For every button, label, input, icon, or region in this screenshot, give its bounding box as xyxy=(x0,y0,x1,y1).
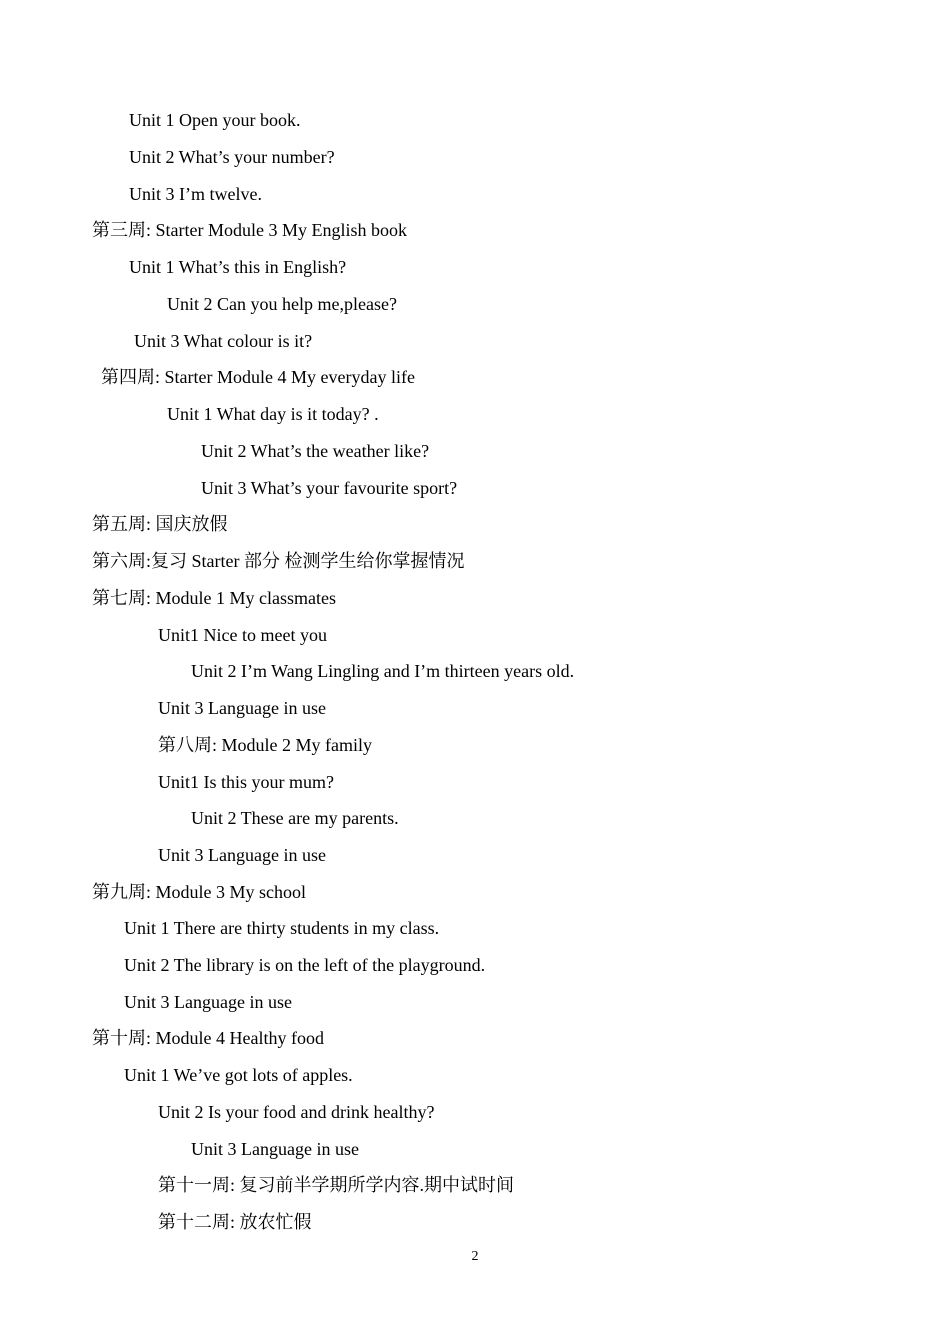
unit-line: Unit 1 What day is it today? . xyxy=(167,404,379,424)
week-heading: 第四周: Starter Module 4 My everyday life xyxy=(101,367,415,387)
unit-line: Unit 1 What’s this in English? xyxy=(129,257,347,277)
page-number: 2 xyxy=(471,1249,479,1264)
week-heading: 第七周: Module 1 My classmates xyxy=(92,588,336,608)
week-heading: 第九周: Module 3 My school xyxy=(92,882,306,902)
unit-line: Unit 3 Language in use xyxy=(191,1139,359,1159)
unit-line: Unit 1 We’ve got lots of apples. xyxy=(124,1065,353,1085)
unit-line: Unit 1 Open your book. xyxy=(129,110,301,130)
unit-line: Unit 2 These are my parents. xyxy=(191,808,399,828)
unit-line: Unit 2 Is your food and drink healthy? xyxy=(158,1102,435,1122)
unit-line: Unit 3 Language in use xyxy=(124,992,292,1012)
unit-line: Unit1 Nice to meet you xyxy=(158,625,327,645)
week-heading: 第十周: Module 4 Healthy food xyxy=(92,1028,324,1048)
unit-line: Unit 3 What’s your favourite sport? xyxy=(201,478,458,498)
unit-line: Unit 3 I’m twelve. xyxy=(129,184,262,204)
unit-line: Unit 2 What’s the weather like? xyxy=(201,441,430,461)
unit-line: Unit 3 Language in use xyxy=(158,845,326,865)
unit-line: Unit 1 There are thirty students in my class. xyxy=(124,918,440,938)
week-heading: 第五周: 国庆放假 xyxy=(92,514,228,534)
unit-line: Unit 3 Language in use xyxy=(158,698,326,718)
week-heading: 第十一周: 复习前半学期所学内容.期中试时间 xyxy=(158,1175,514,1195)
unit-line: Unit 3 What colour is it? xyxy=(134,331,313,351)
unit-line: Unit 2 I’m Wang Lingling and I’m thirteen years old. xyxy=(191,661,575,681)
unit-line: Unit 2 Can you help me,please? xyxy=(167,294,397,314)
unit-line: Unit 2 The library is on the left of the playground. xyxy=(124,955,486,975)
week-heading: 第八周: Module 2 My family xyxy=(158,735,372,755)
unit-line: Unit 2 What’s your number? xyxy=(129,147,335,167)
week-heading: 第十二周: 放农忙假 xyxy=(158,1212,312,1232)
unit-line: Unit1 Is this your mum? xyxy=(158,772,334,792)
week-heading: 第三周: Starter Module 3 My English book xyxy=(92,220,407,240)
week-heading: 第六周:复习 Starter 部分 检测学生给你掌握情况 xyxy=(92,551,465,571)
